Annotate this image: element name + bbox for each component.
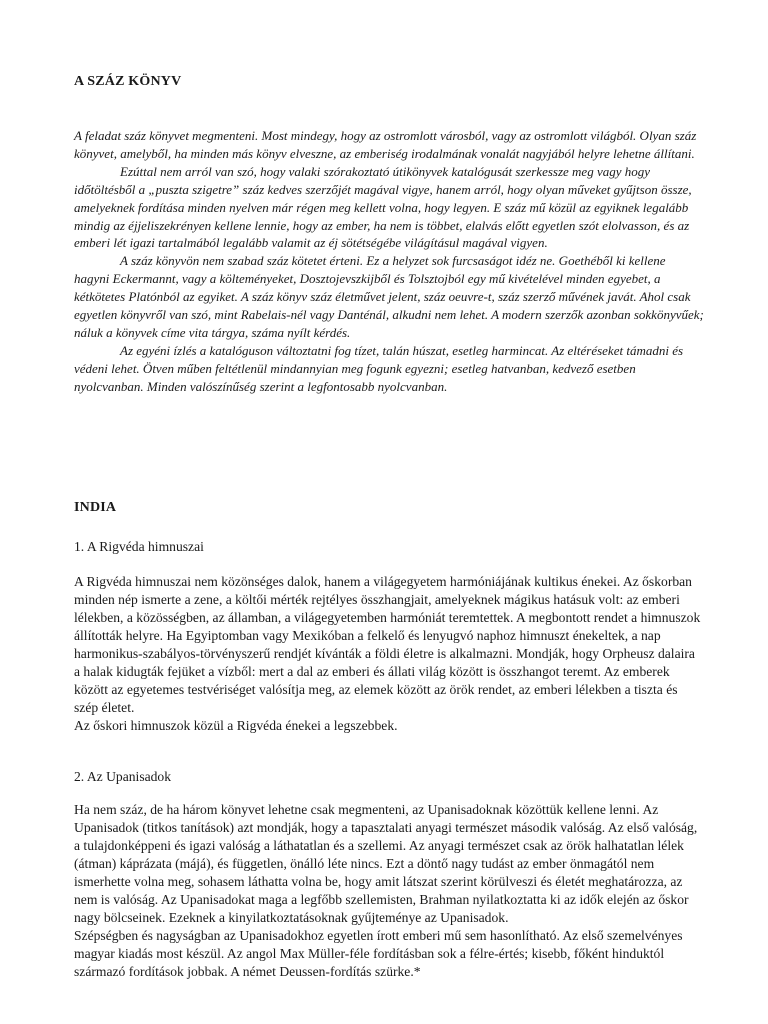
intro-paragraph: A száz könyvön nem szabad száz kötetet érteni. Ez a helyzet sok furcsaságot idéz ne. Goethéből ki kellene hagyni Eckermannt, vagy a költeményeket, Dosztojevszkijből és Tolsztojból egy mű kivételével minden egyebet, a kétkötetes Platónból az egyiket. A száz könyv száz életművet jelent, száz oeuvre-t, száz szerző művének javát. Ahol csak egyetlen könyvről van szó, mint Rabelais-nél vagy Danténál, alkudni nem lehet. A modern szerzők azonban sokkönyvűek; náluk a könyvek címe vita tárgya, száma nyílt kérdés. bbox=[74, 253, 704, 340]
body-paragraph: Szépségben és nagyságban az Upanisadokhoz egyetlen írott emberi mű sem hasonlítható. Az első szemelvényes magyar kiadás most készül. Az angol Max Müller-féle fordításban sok a félre-értés; kisebb, főként hinduktól származó fordítások jobbak. A német Deussen-fordítás szürke.* bbox=[74, 928, 683, 979]
rigveda-body bbox=[74, 573, 704, 735]
body-paragraph: Ha nem száz, de ha három könyvet lehetne csak megmenteni, az Upanisadoknak közöttük kellene lenni. Az Upanisadok (titkos tanítások) azt mondják, hogy a tapasztalati anyagi természet második valóság. Az első valóság, a tulajdonképpeni és igazi valóság a láthatatlan és a szellemi. Az anyagi természet csak az örök halhatatlan lélek (átman) káprázata (májá), és független, önálló léte nincs. Ezt a döntő nagy tudást az ember önmagától nem ismerhette volna meg, sohasem láthatta volna be, hogy amit látszat szerint körülveszi és életét meghatározza, az nem is valóság. Az Upanisadokat maga a legfőbb szellemisten, Brahman nyilatkoztatta ki az idők elején az őskor nagy bölcseinek. Ezeknek a kinyilatkoztatásoknak gyűjteménye az Upanisadok. bbox=[74, 802, 698, 925]
upanisadok-body bbox=[74, 801, 704, 981]
intro-section bbox=[74, 127, 704, 396]
intro-paragraph: A feladat száz könyvet megmenteni. Most mindegy, hogy az ostromlott városból, vagy az ostromlott világból. Olyan száz könyvet, amelyből, ha minden más könyv elveszne, az emberiség irodalmának vonalát nagyjából helyre lehetne állítani. bbox=[74, 128, 697, 161]
intro-paragraph: Ezúttal nem arról van szó, hogy valaki szórakoztató útikönyvek katalógusát szerkessze meg vagy hogy időtöltésből a „puszta szigetre” száz kedves szerzőjét magával vigye, hanem arról, hogy olyan műveket gyűjtson össze, amelyeknek fordítása minden nyelven már régen meg kellett volna, hogy legyen. E száz mű közül az egyiknek legalább mindig az éjjeliszekrényen kellene lennie, hogy az ember, ha nem is többet, elalvás előtt egyetlen szót elolvasson, és az emberi lét igazi tartalmából legalább valamit az éj sötétségébe világításul magával vigyen. bbox=[74, 163, 692, 251]
subsection-title-upanisadok: 2. Az Upanisadok bbox=[74, 769, 172, 784]
subsection-title-rigveda: 1. A Rigvéda himnuszai bbox=[74, 539, 204, 554]
body-paragraph: A Rigvéda himnuszai nem közönséges dalok, hanem a világegyetem harmóniájának kultikus énekei. Az őskorban minden nép ismerte a zene, a költői mérték rejtélyes összhangjait, amelyeknek mágikus hatásuk volt: az emberi lélekben, a közösségben, az államban, a világegyetemben harmóniát teremtettek. A megbontott rendet a himnuszok állították helyre. Ha Egyiptomban vagy Mexikóban a felkelő és lenyugvó naphoz himnuszt énekeltek, a nap harmonikus-szabályos-törvényszerű rendjét kívánták a földi életre is alkalmazni. Mondják, hogy Orpheusz dalaira a halak kidugták fejüket a vízből: mert a dal az emberi és állati világ között is összhangot teremt. Az emberek között az egyetemes testvériséget valósítja meg, az elemek között az örök rendet, az emberi lélekben a tiszta és szép életet. bbox=[74, 574, 701, 715]
section-heading-india: INDIA bbox=[74, 500, 117, 515]
document-title: A SZÁZ KÖNYV bbox=[74, 74, 182, 89]
intro-paragraph: Az egyéni ízlés a katalóguson változtatni fog tízet, talán húszat, esetleg harmincat. Az eltéréseket támadni és védeni lehet. Ötven műben feltétlenül mindannyian meg fogunk egyezni; esetleg hatvanban, kedvező esetben nyolcvanban. Minden valószínűség szerint a legfontosabb nyolcvanban. bbox=[74, 342, 684, 394]
body-paragraph: Az őskori himnuszok közül a Rigvéda énekei a legszebbek. bbox=[74, 718, 398, 733]
